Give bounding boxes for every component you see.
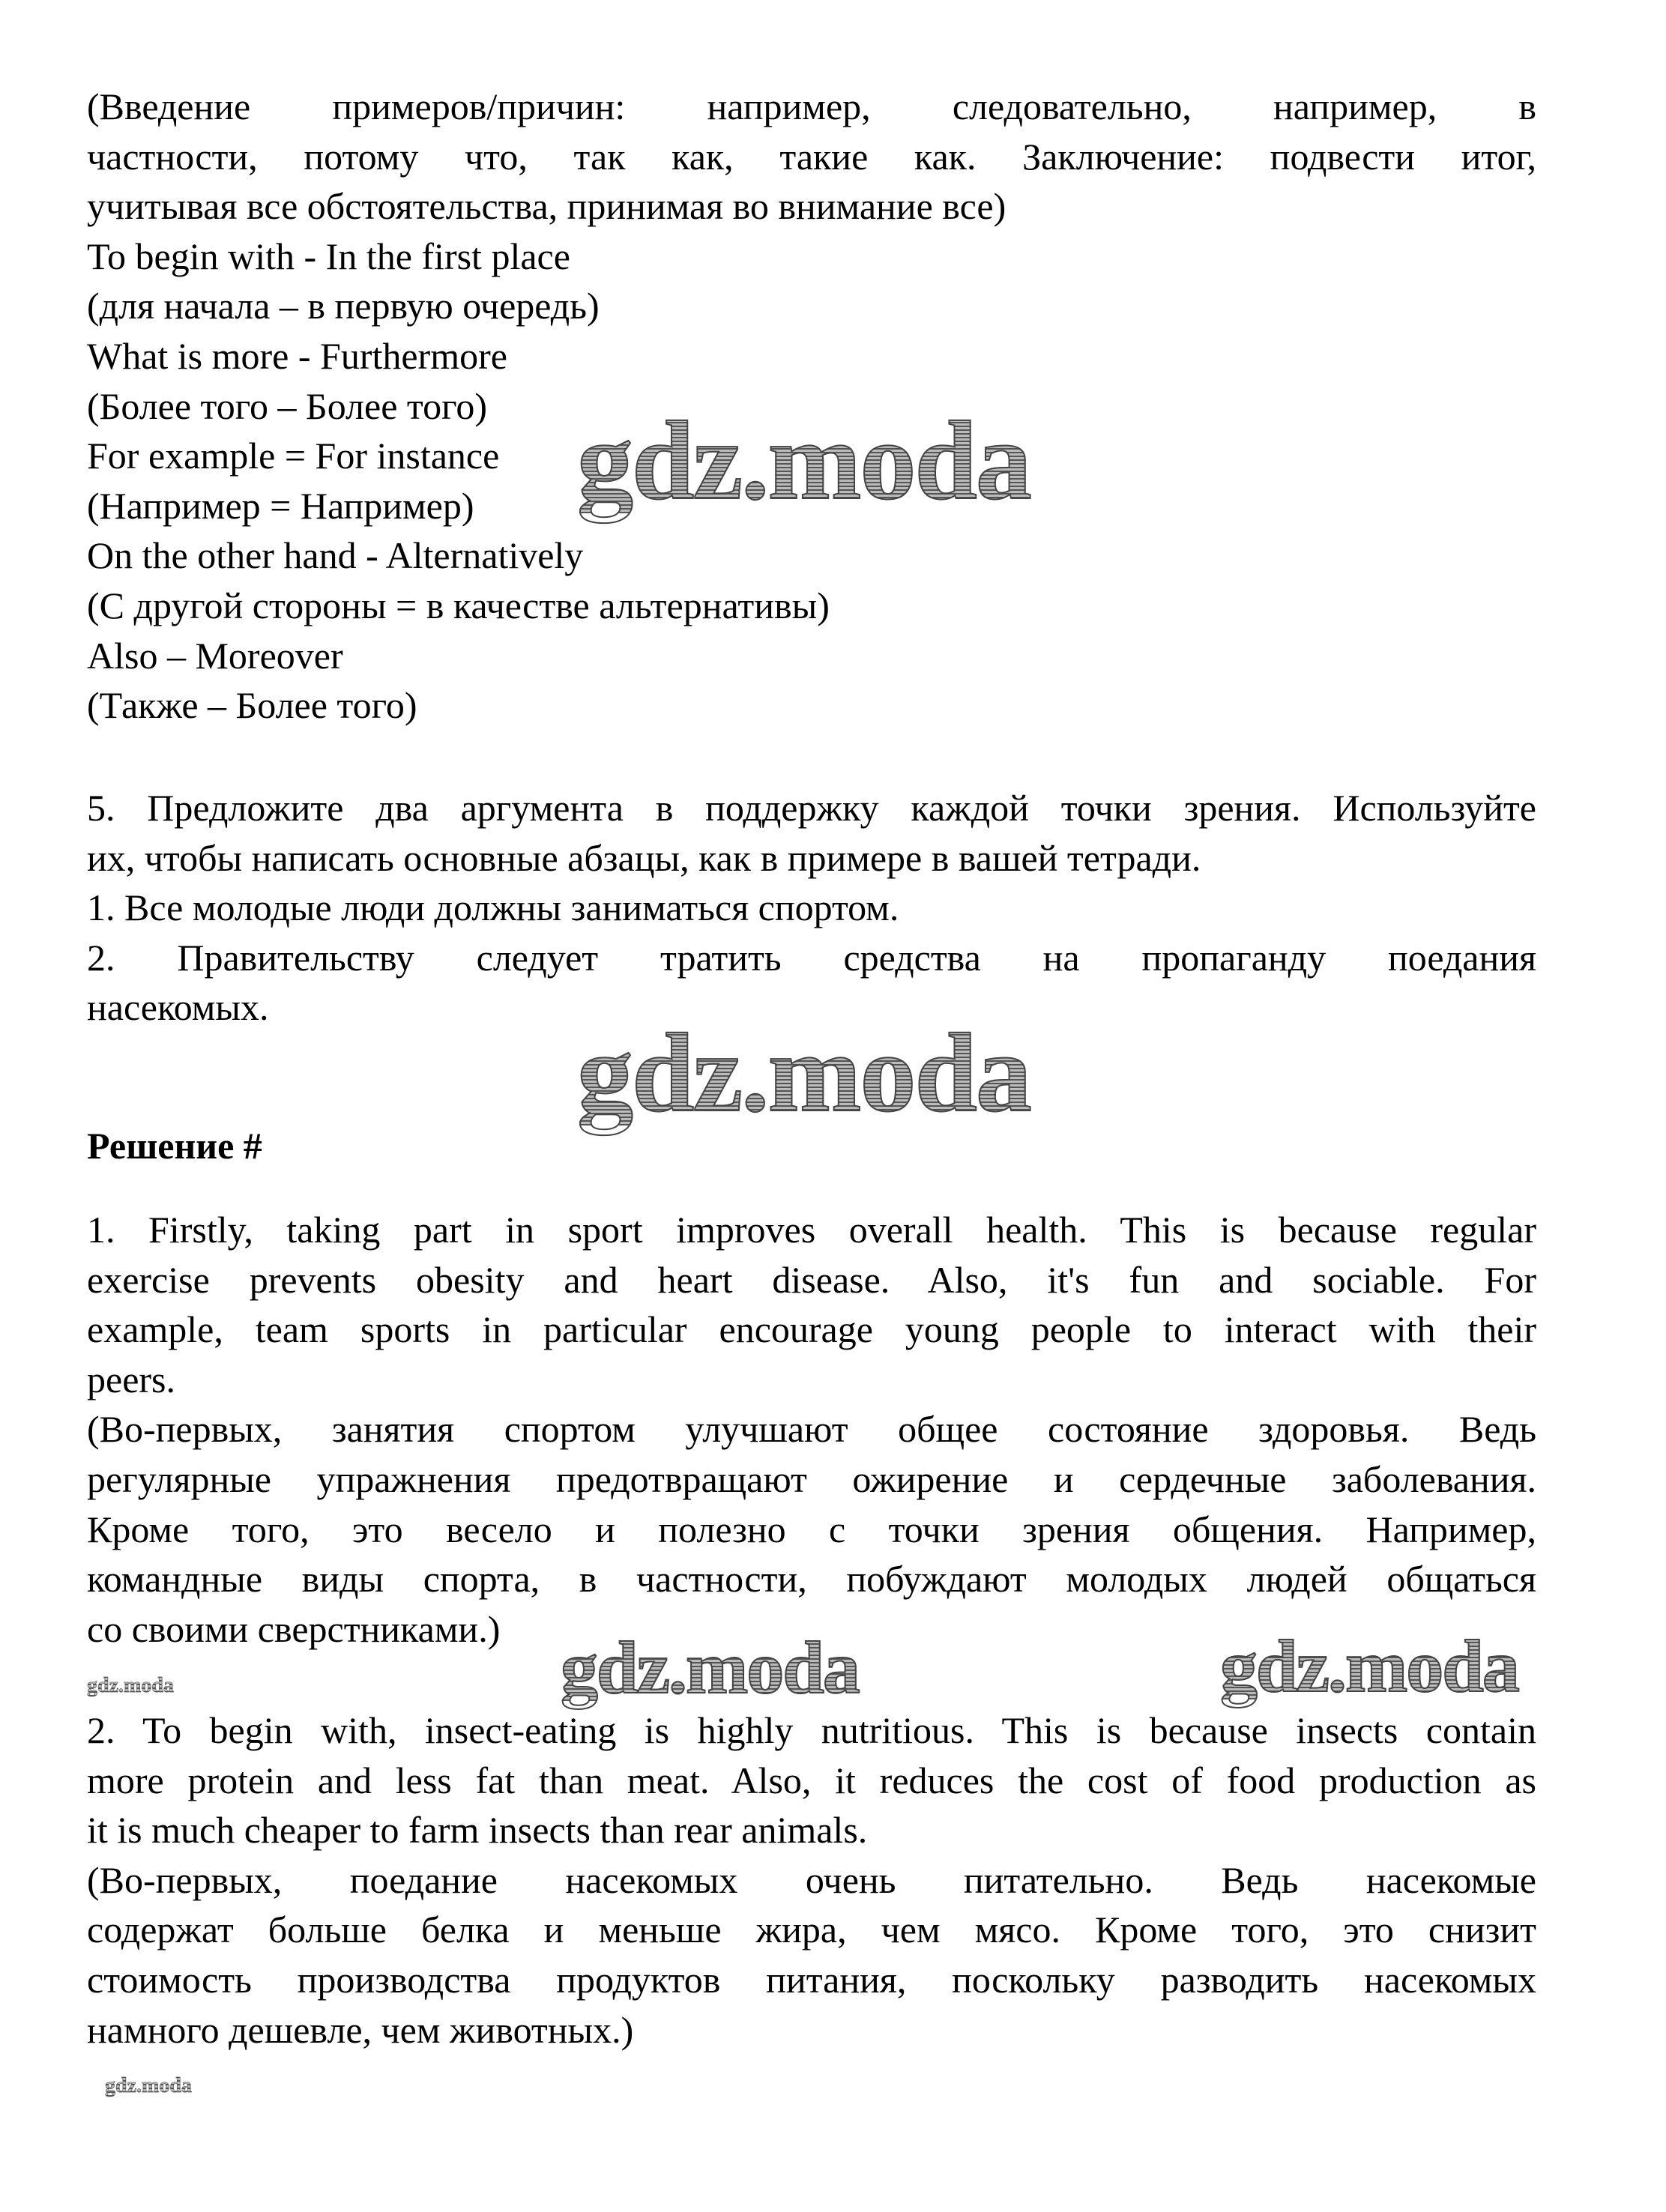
text-line: стоимость производства продуктов питания, поскольку разводить насекомых <box>87 1958 1536 2001</box>
text-line: со своими сверстниками.) <box>87 1607 501 1650</box>
text-line: example, team sports in particular encourage young people to interact with their <box>87 1308 1536 1351</box>
watermark: gdz.moda <box>1220 1625 1518 1708</box>
solution-heading: Решение # <box>87 1125 262 1167</box>
text-line: (для начала – в первую очередь) <box>87 285 600 327</box>
text-line: What is more - Furthermore <box>87 334 507 377</box>
task-5 <box>87 783 1536 1033</box>
text-line: регулярные упражнения предотвращают ожирение и сердечные заболевания. <box>87 1457 1536 1500</box>
text-line: 5. Предложите два аргумента в поддержку каждой точки зрения. Используйте <box>87 787 1536 829</box>
text-line: it is much cheaper to farm insects than rear animals. <box>87 1809 868 1852</box>
text-line: To begin with - In the first place <box>87 235 570 277</box>
text-line: (Во-первых, занятия спортом улучшают общее состояние здоровья. Ведь <box>87 1408 1536 1451</box>
text-line: (Более того – Более того) <box>87 384 487 427</box>
text-line: more protein and less fat than meat. Also, it reduces the cost of food production as <box>87 1759 1536 1801</box>
text-line: Also – Moreover <box>87 634 343 677</box>
text-line: (Введение примеров/причин: например, следовательно, например, в <box>87 85 1536 127</box>
watermark: gdz.moda <box>577 1011 1030 1135</box>
text-line: Кроме того, это весело и полезно с точки зрения общения. Например, <box>87 1508 1536 1550</box>
watermark: gdz.moda <box>561 1626 859 1709</box>
watermark: gdz.moda <box>105 2074 192 2097</box>
text-line: командные виды спорта, в частности, побуждают молодых людей общаться <box>87 1558 1536 1601</box>
text-line: For example = For instance <box>87 435 500 477</box>
watermark: gdz.moda <box>87 1674 174 1697</box>
text-line: (Во-первых, поедание насекомых очень питательно. Ведь насекомые <box>87 1858 1536 1901</box>
text-line: (Также – Более того) <box>87 684 417 727</box>
text-line: 1. Все молодые люди должны заниматься спортом. <box>87 886 899 929</box>
watermark: gdz.moda <box>577 399 1030 523</box>
text-line: учитывая все обстоятельства, принимая во внимание все) <box>87 185 1006 228</box>
text-line: exercise prevents obesity and heart disease. Also, it's fun and sociable. For <box>87 1258 1536 1301</box>
text-line: 2. Правительству следует тратить средства на пропаганду поедания <box>87 936 1536 979</box>
text-line: On the other hand - Alternatively <box>87 534 584 577</box>
text-line: насекомых. <box>87 986 269 1029</box>
text-line: (С другой стороны = в качестве альтернативы) <box>87 584 830 626</box>
text-line: 1. Firstly, taking part in sport improves overall health. This is because regular <box>87 1209 1536 1251</box>
text-line: peers. <box>87 1358 175 1400</box>
text-line: (Например = Например) <box>87 484 474 527</box>
text-line: их, чтобы написать основные абзацы, как в примере в вашей тетради. <box>87 836 1201 879</box>
text-line: частности, потому что, так как, такие как. Заключение: подвести итог, <box>87 135 1536 178</box>
answer-2 <box>87 1705 1536 2055</box>
answer-1 <box>87 1205 1536 1654</box>
text-line: намного дешевле, чем животных.) <box>87 2008 634 2051</box>
text-line: содержат больше белка и меньше жира, чем мясо. Кроме того, это снизит <box>87 1909 1536 1951</box>
text-line: 2. To begin with, insect-eating is highly nutritious. This is because insects contain <box>87 1709 1536 1751</box>
